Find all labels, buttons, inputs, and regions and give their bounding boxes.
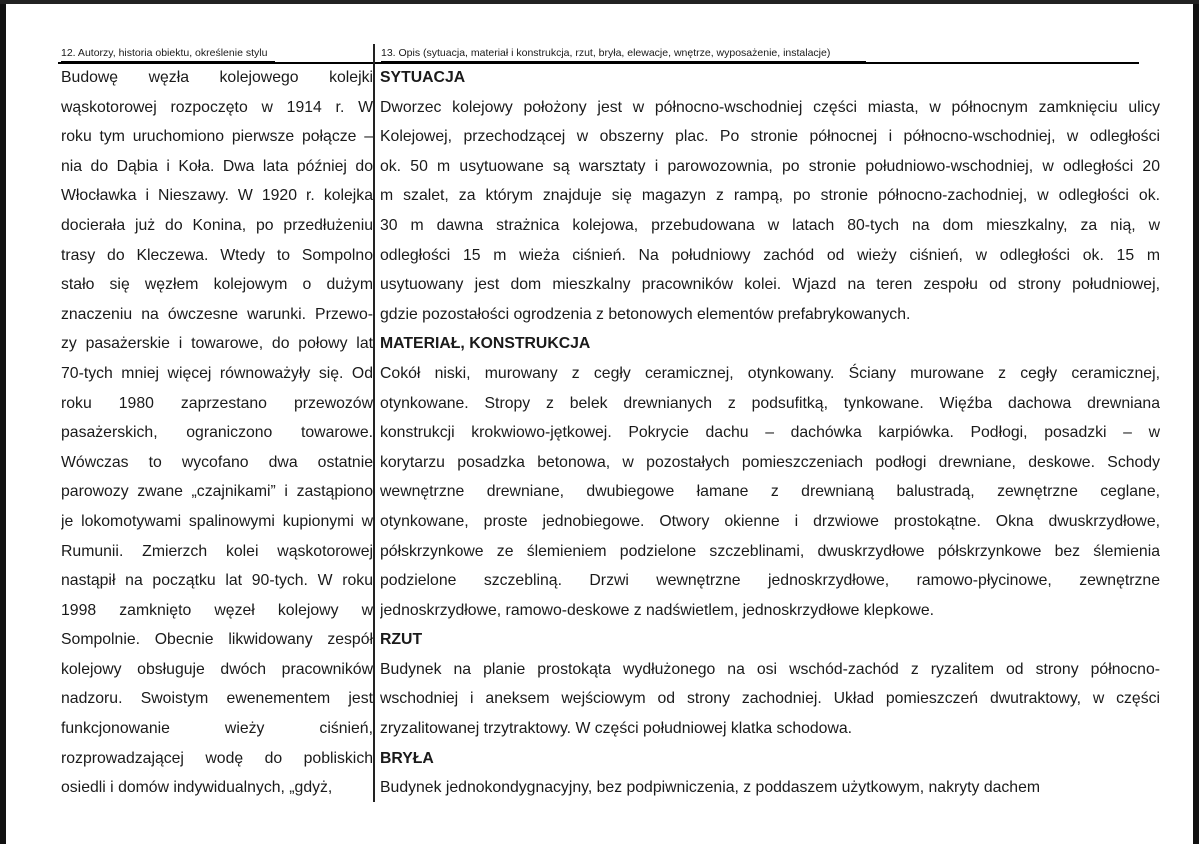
history-text-line: 70-tych mniej więcej równoważyły się. Od (61, 364, 373, 382)
history-text-line: nastąpił na początku lat 90-tych. W roku (61, 572, 373, 590)
section-text-line: usytuowany jest dom mieszkalny pracowników kolei. Wjazd na teren zespołu od strony południowej, (380, 276, 1160, 294)
history-text-line: zy pasażerskie i towarowe, do połowy lat (61, 335, 373, 353)
history-text-line: znaczeniu na ówczesne warunki. Przewo- (61, 305, 373, 323)
section-text-line: otynkowane, proste jednobiegowe. Otwory okienne i drzwiowe prostokątne. Okna dwuskrzydłowe, (380, 512, 1160, 530)
history-text-line: roku tym uruchomiono pierwsze połącze – (61, 128, 373, 146)
history-text-line: Rumunii. Zmierzch kolei wąskotorowej (61, 542, 373, 560)
section-text-line: 30 m dawna strażnica kolejowa, przebudowana w latach 80-tych na dom mieszkalny, za nią, w (380, 216, 1160, 234)
scan-border-top (0, 0, 1199, 4)
section-text-line: odległości 15 m wieża ciśnień. Na południowy zachód od wieży ciśnień, w odległości ok. 15 m (380, 246, 1160, 264)
history-text-line: roku 1980 zaprzestano przewozów (61, 394, 373, 412)
history-text-line: stało się węzłem kolejowym o dużym (61, 276, 373, 294)
section-text-line: Cokół niski, murowany z cegły ceramicznej, otynkowany. Ściany murowane z cegły ceramicznej, (380, 364, 1160, 382)
history-text-line: trasy do Kleczewa. Wtedy to Sompolno (61, 246, 373, 264)
section-text-line: otynkowane. Stropy z belek drewnianych z podsufitką, tynkowane. Więźba dachowa drewniana (380, 394, 1160, 412)
section-text-line: wschodniej i aneksem wejściowym od strony zachodniej. Układ pomieszczeń dwutraktowy, w części (380, 690, 1160, 708)
section-text-line: Budynek jednokondygnacyjny, bez podpiwniczenia, z poddaszem użytkowym, nakryty dachem (380, 779, 1041, 797)
history-text-line: Włocławka i Nieszawy. W 1920 r. kolejka (61, 187, 373, 205)
history-text-line: osiedli i domów indywidualnych, „gdyż, (61, 779, 333, 797)
section-text-line: półskrzynkowe ze ślemieniem podzielone szczeblinami, dwuskrzydłowe półskrzynkowe bez ślemienia (380, 542, 1160, 560)
history-text-line: nia do Dąbia i Koła. Dwa lata później do (61, 157, 373, 175)
section-text-line: konstrukcji krokwiowo-jętkowej. Pokrycie dachu – dachówka karpiówka. Podłogi, posadzki – w (380, 424, 1160, 442)
description-column (380, 63, 1160, 803)
history-text-line: nadzoru. Swoistym ewenementem jest (61, 690, 373, 708)
history-text-line: 1998 zamknięto węzeł kolejowy w (61, 601, 373, 619)
history-text-line: Budowę węzła kolejowego kolejki (61, 69, 373, 86)
section-text-line: korytarzu posadzka betonowa, w pozostałych pomieszczeniach podłogi drewniane, deskowe. Schody (380, 453, 1160, 471)
history-text-line: docierała już do Konina, po przedłużeniu (61, 216, 373, 234)
history-text-line: Sompolnie. Obecnie likwidowany zespół (61, 631, 373, 649)
section-text-line: gdzie pozostałości ogrodzenia z betonowych elementów prefabrykowanych. (380, 305, 911, 323)
section-heading: MATERIAŁ, KONSTRUKCJA (380, 335, 591, 353)
history-column (61, 63, 373, 803)
section-text-line: Kolejowej, przechodzącej w obszerny plac. Po stronie północnej i północno-wschodniej, w odległości (380, 128, 1160, 146)
section-text-line: jednoskrzydłowe, ramowo-deskowe z nadświetlem, jednoskrzydłowe klepkowe. (380, 601, 935, 619)
section-heading: RZUT (380, 631, 423, 649)
history-text-line: pasażerskich, ograniczono towarowe. (61, 424, 373, 442)
section-text-line: podzielone szczebliną. Drzwi wewnętrzne jednoskrzydłowe, ramowo-płycinowe, zewnętrzne (380, 572, 1160, 590)
header-right: 13. Opis (sytuacja, materiał i konstrukcja, rzut, bryła, elewacje, wnętrze, wyposażenie, instalacje) (381, 47, 831, 59)
section-text-line: zryzalitowanej trzytraktowy. W części południowej klatka schodowa. (380, 720, 853, 738)
section-text-line: m szalet, za którym znajduje się magazyn z rampą, po stronie północno-zachodniej, w odległości ok. (380, 187, 1160, 205)
section-heading: SYTUACJA (380, 69, 466, 86)
history-text-line: funkcjonowanie wieży ciśnień, (61, 720, 373, 738)
header-left: 12. Autorzy, historia obiektu, określenie stylu (61, 47, 268, 59)
column-divider (373, 44, 375, 802)
section-text-line: Dworzec kolejowy położony jest w północno-wschodniej części miasta, w północnym zamknięciu ulicy (380, 98, 1160, 116)
section-text-line: Budynek na planie prostokąta wydłużonego na osi wschód-zachód z ryzalitem od strony północno- (380, 660, 1160, 678)
section-text-line: ok. 50 m usytuowane są warsztaty i parowozownia, po stronie południowo-wschodniej, w odległości 20 (380, 157, 1160, 175)
history-text-line: wąskotorowej rozpoczęto w 1914 r. W (61, 98, 373, 116)
history-text-line: kolejowy obsługuje dwóch pracowników (61, 660, 373, 678)
section-text-line: wewnętrzne drewniane, dwubiegowe łamane z drewnianą balustradą, zewnętrzne ceglane, (380, 483, 1160, 501)
section-heading: BRYŁA (380, 749, 434, 767)
scan-border-left (0, 0, 6, 844)
scan-border-right (1193, 0, 1199, 844)
history-text-line: je lokomotywami spalinowymi kupionymi w (61, 512, 373, 530)
history-text-line: rozprowadzającej wodę do pobliskich (61, 749, 373, 767)
history-text-line: Wówczas to wycofano dwa ostatnie (61, 453, 373, 471)
history-text-line: parowozy zwane „czajnikami” i zastąpiono (61, 483, 373, 501)
